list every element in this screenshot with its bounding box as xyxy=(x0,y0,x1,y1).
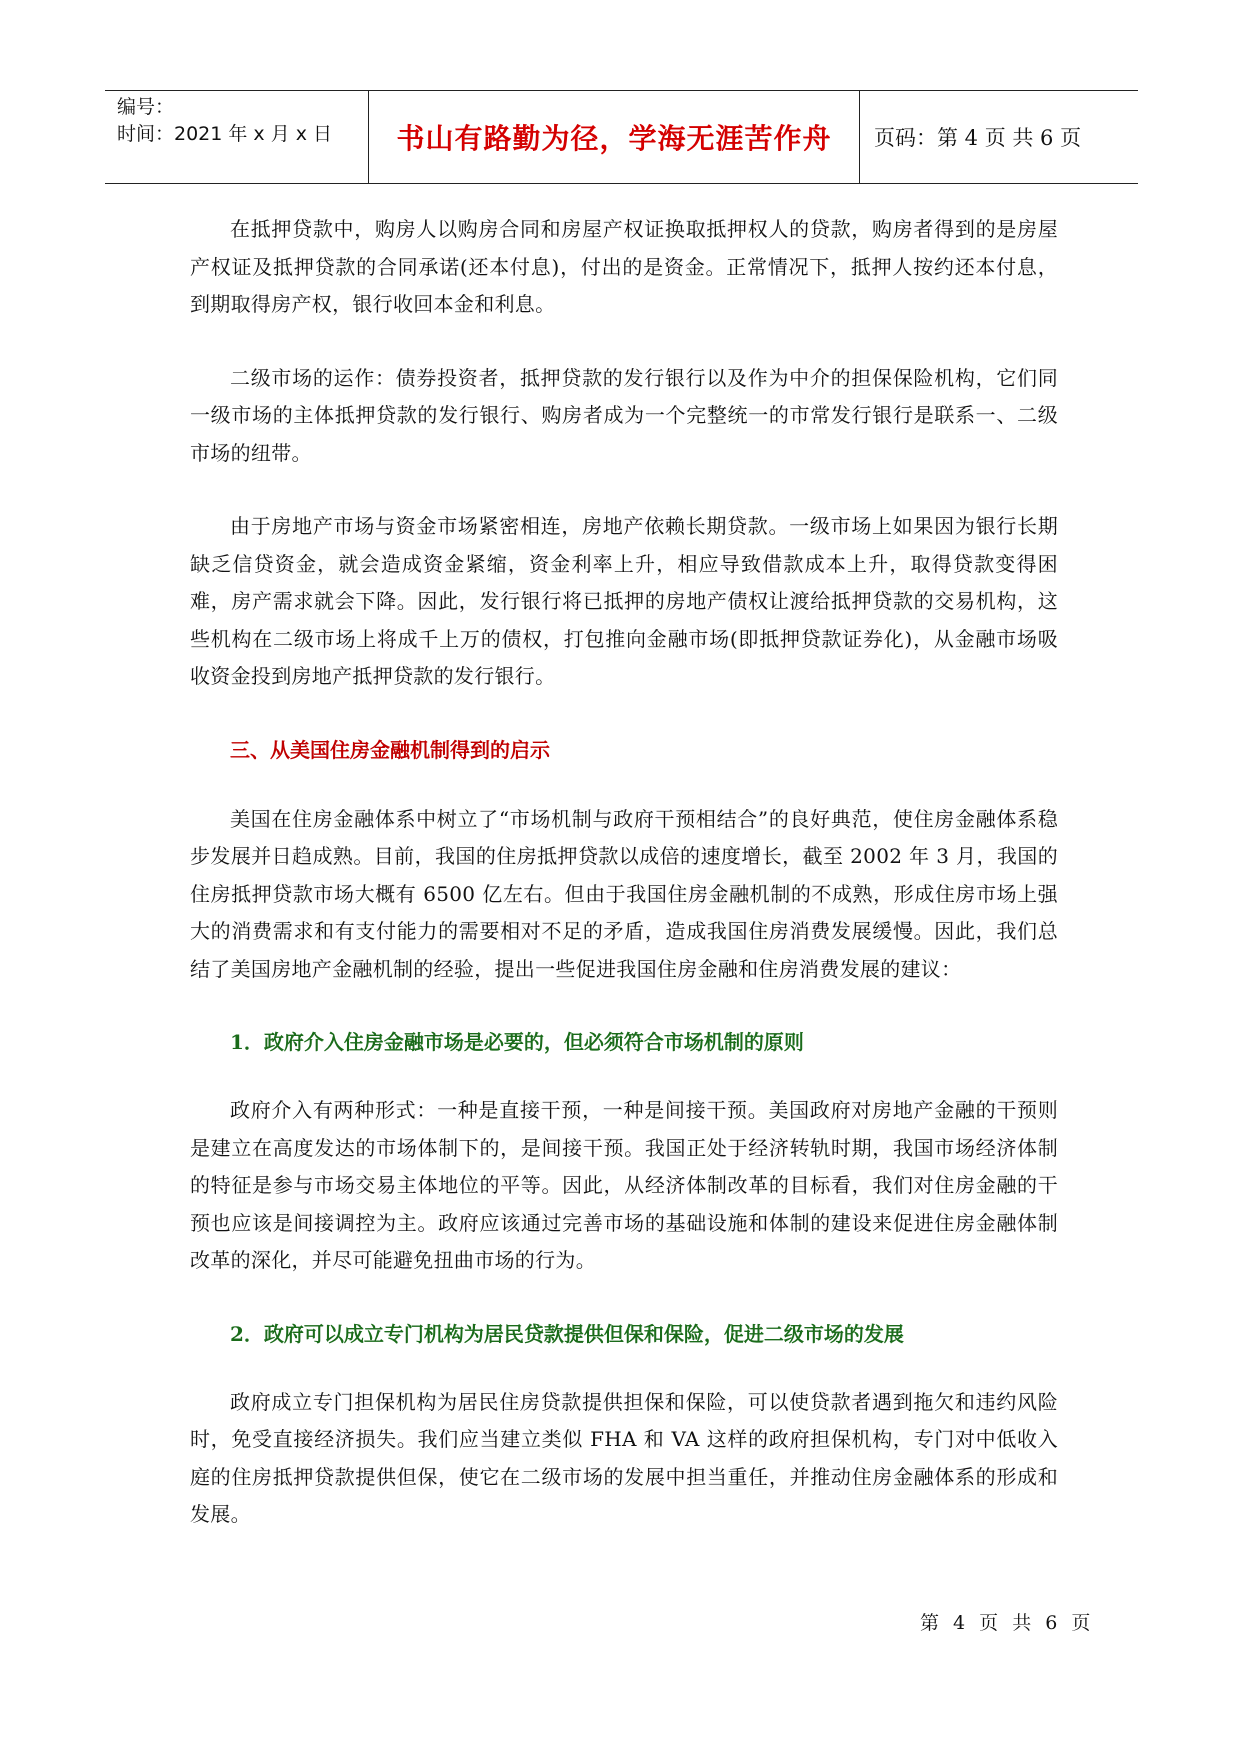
doc-time-label: 时间：2021 年 x 月 x 日 xyxy=(117,123,333,145)
paragraph-guarantee-agency: 政府成立专门担保机构为居民住房贷款提供担保和保险，可以使贷款者遇到拖欠和违约风险时，免受直接经济损失。我们应当建立类似 FHA 和 VA 这样的政府担保机构，专门对中低收入庭的住房抵押贷款提供但保，使它在二级市场的发展中担当重任，并推动住房金融体系的形成和发展。 xyxy=(190,1389,1058,1526)
page-footer: 第 4 页 共 6 页 xyxy=(920,1612,1095,1634)
paragraph-government-intervention: 政府介入有两种形式：一种是直接干预，一种是间接干预。美国政府对房地产金融的干预则是建立在高度发达的市场体制下的，是间接干预。我国正处于经济转轨时期，我国市场经济体制的特征是参与市场交易主体地位的平等。因此，从经济体制改革的目标看，我们对住房金融的干预也应该是间接调控为主。政府应该通过完善市场的基础设施和体制的建设来促进住房金融体制改革的深化，并尽可能避免扭曲市场的行为。 xyxy=(190,1098,1058,1272)
paragraph-capital-market: 由于房地产市场与资金市场紧密相连，房地产依赖长期贷款。一级市场上如果因为银行长期缺乏信贷资金，就会造成资金紧缩，资金利率上升，相应导致借款成本上升，取得贷款变得困难，房产需求就会下降。因此，发行银行将已抵押的房地产债权让渡给抵押贷款的交易机构，这些机构在二级市场上将成千上万的债权，打包推向金融市场(即抵押贷款证券化)，从金融市场吸收资金投到房地产抵押贷款的发行银行。 xyxy=(190,514,1058,688)
doc-number-label: 编号： xyxy=(117,96,175,118)
paragraph-mortgage-loan: 在抵押贷款中，购房人以购房合同和房屋产权证换取抵押权人的贷款，购房者得到的是房屋产权证及抵押贷款的合同承诺(还本付息)，付出的是资金。正常情况下，抵押人按约还本付息，到期取得房产权，银行收回本金和利息。 xyxy=(190,217,1058,316)
header-page-label: 页码：第 4 页 共 6 页 xyxy=(874,126,1082,150)
section-heading: 三、从美国住房金融机制得到的启示 xyxy=(230,737,550,762)
document-body xyxy=(190,211,1058,1570)
subsection-heading-1: 1．政府介入住房金融市场是必要的，但必须符合市场机制的原则 xyxy=(230,1030,804,1054)
header-meta xyxy=(105,91,369,183)
paragraph-us-model: 美国在住房金融体系中树立了“市场机制与政府干预相结合”的良好典范，使住房金融体系稳步发展并日趋成熟。目前，我国的住房抵押贷款以成倍的速度增长，截至 2002 年 3 月，我国的住房抵押贷款市场大概有 6500 亿左右。但由于我国住房金融机制的不成熟，形成住房市场上强大的消费需求和有支付能力的需要相对不足的矛盾，造成我国住房消费发展缓慢。因此，我们总结了美国房地产金融机制的经验，提出一些促进我国住房金融和住房消费发展的建议： xyxy=(190,806,1058,981)
header-motto: 书山有路勤为径，学海无涯苦作舟 xyxy=(369,91,860,183)
subsection-heading-2: 2．政府可以成立专门机构为居民贷款提供但保和保险，促进二级市场的发展 xyxy=(230,1321,904,1346)
page-header xyxy=(105,90,1138,184)
paragraph-secondary-market: 二级市场的运作：债券投资者，抵押贷款的发行银行以及作为中介的担保保险机构，它们同一级市场的主体抵押贷款的发行银行、购房者成为一个完整统一的市常发行银行是联系一、二级市场的纽带。 xyxy=(190,365,1058,465)
